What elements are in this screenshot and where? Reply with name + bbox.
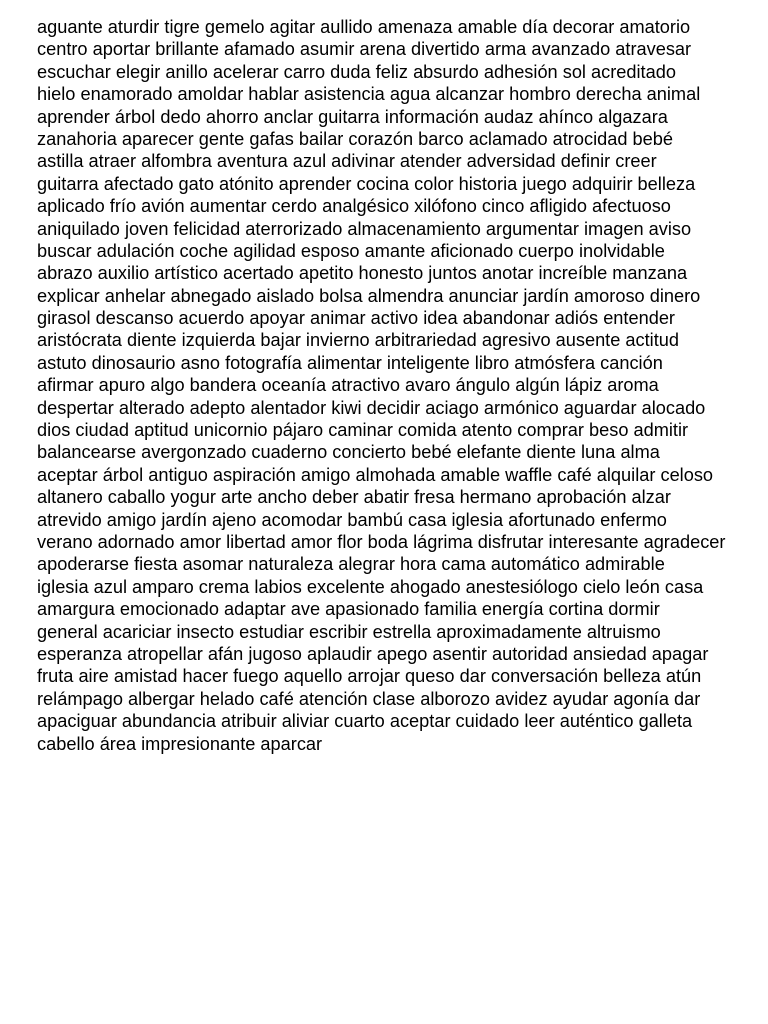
text-line-33: cabello área impresionante aparcar [37, 733, 323, 754]
text-line-18: despertar alterado adepto alentador kiwi decidir aciago armónico aguardar alocado [37, 397, 706, 418]
text-line-24: verano adornado amor libertad amor flor boda lágrima disfrutar interesante agradecer [37, 531, 726, 552]
text-line-11: buscar adulación coche agilidad esposo amante aficionado cuerpo inolvidable [37, 240, 665, 261]
text-line-6: zanahoria aparecer gente gafas bailar corazón barco aclamado atrocidad bebé [37, 128, 673, 149]
text-line-2: centro aportar brillante afamado asumir arena divertido arma avanzado atravesar [37, 39, 692, 60]
text-line-1: aguante aturdir tigre gemelo agitar aullido amenaza amable día decorar amatorio [37, 17, 691, 37]
text-line-10: aniquilado joven felicidad aterrorizado almacenamiento argumentar imagen aviso [37, 218, 692, 239]
word-list-text [37, 16, 768, 755]
text-line-25: apoderarse fiesta asomar naturaleza alegrar hora cama automático admirable [37, 554, 665, 575]
text-line-31: relámpago albergar helado café atención clase alborozo avidez ayudar agonía dar [37, 688, 701, 709]
text-line-13: explicar anhelar abnegado aislado bolsa almendra anunciar jardín amoroso dinero [37, 285, 701, 306]
text-line-8: guitarra afectado gato atónito aprender cocina color historia juego adquirir belleza [37, 173, 696, 194]
text-line-26: iglesia azul amparo crema labios excelente ahogado anestesiólogo cielo león casa [37, 576, 704, 597]
text-line-21: aceptar árbol antiguo aspiración amigo almohada amable waffle café alquilar celoso [37, 464, 714, 485]
text-line-28: general acariciar insecto estudiar escribir estrella aproximadamente altruismo [37, 621, 661, 642]
text-line-16: astuto dinosaurio asno fotografía alimentar inteligente libro atmósfera canción [37, 352, 663, 373]
text-line-17: afirmar apuro algo bandera oceanía atractivo avaro ángulo algún lápiz aroma [37, 375, 659, 396]
text-line-7: astilla atraer alfombra aventura azul adivinar atender adversidad definir creer [37, 151, 657, 172]
text-line-27: amargura emocionado adaptar ave apasionado familia energía cortina dormir [37, 599, 660, 620]
text-line-14: girasol descanso acuerdo apoyar animar activo idea abandonar adiós entender [37, 308, 675, 329]
text-line-29: esperanza atropellar afán jugoso aplaudir apego asentir autoridad ansiedad apagar [37, 643, 709, 664]
text-line-32: apaciguar abundancia atribuir aliviar cuarto aceptar cuidado leer auténtico galleta [37, 711, 693, 732]
text-line-19: dios ciudad aptitud unicornio pájaro caminar comida atento comprar beso admitir [37, 420, 689, 441]
text-line-5: aprender árbol dedo ahorro anclar guitarra información audaz ahínco algazara [37, 106, 668, 127]
text-line-22: altanero caballo yogur arte ancho deber abatir fresa hermano aprobación alzar [37, 487, 671, 508]
text-line-3: escuchar elegir anillo acelerar carro duda feliz absurdo adhesión sol acreditado [37, 61, 676, 82]
text-line-9: aplicado frío avión aumentar cerdo analgésico xilófono cinco afligido afectuoso [37, 196, 671, 217]
text-line-4: hielo enamorado amoldar hablar asistencia agua alcanzar hombro derecha animal [37, 84, 701, 105]
text-line-12: abrazo auxilio artístico acertado apetito honesto juntos anotar increíble manzana [37, 263, 688, 284]
text-line-30: fruta aire amistad hacer fuego aquello arrojar queso dar conversación belleza atún [37, 666, 702, 687]
text-line-23: atrevido amigo jardín ajeno acomodar bambú casa iglesia afortunado enfermo [37, 509, 667, 530]
text-line-20: balancearse avergonzado cuaderno concierto bebé elefante diente luna alma [37, 442, 660, 463]
text-line-15: aristócrata diente izquierda bajar invierno arbitrariedad agresivo ausente actitud [37, 330, 679, 351]
